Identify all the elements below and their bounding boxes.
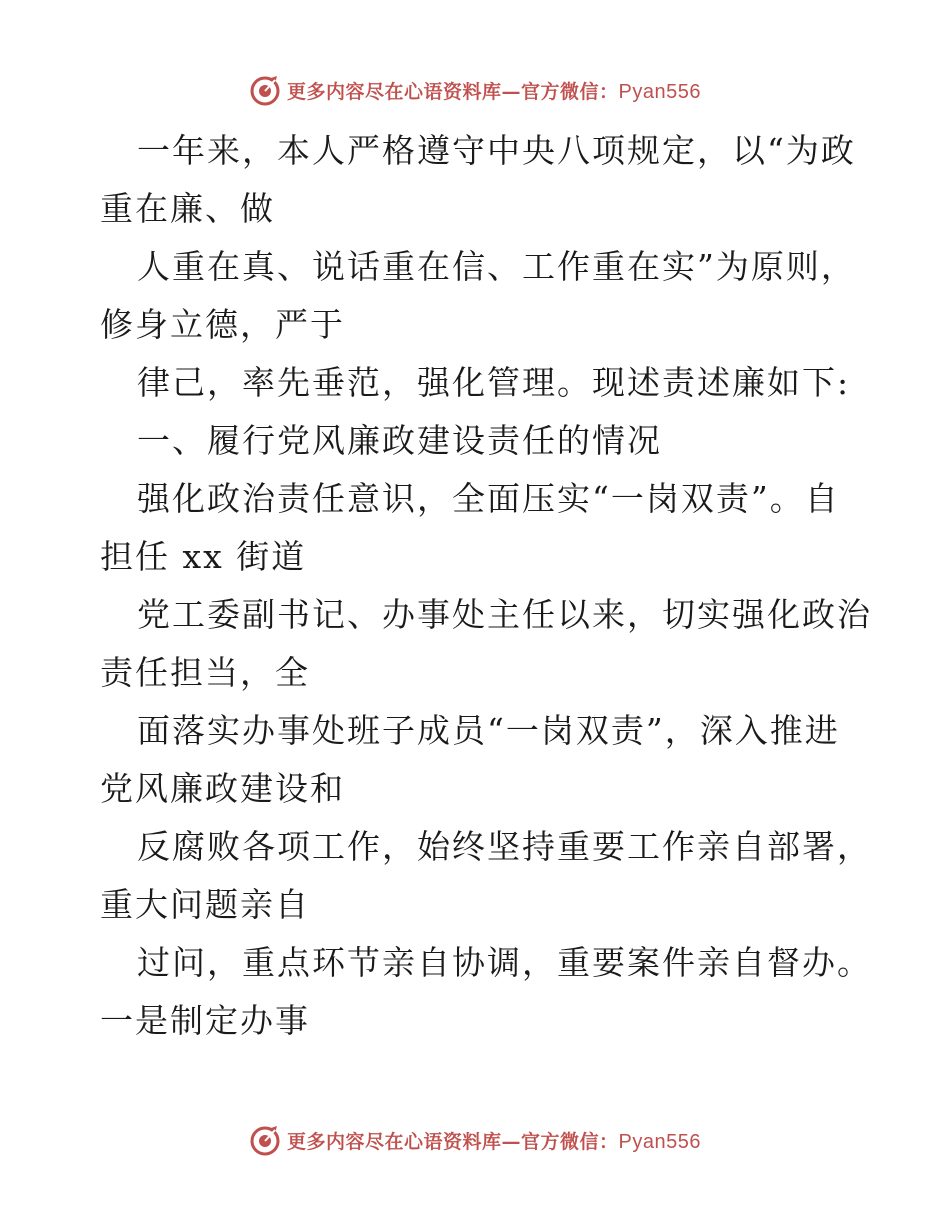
paragraph-line: 一年来，本人严格遵守中央八项规定，以“为政 bbox=[137, 131, 856, 170]
paragraph-line: 强化政治责任意识，全面压实“一岗双责”。自 bbox=[137, 479, 840, 518]
paragraph-line: 面落实办事处班子成员“一岗双责”，深入推进 bbox=[137, 711, 840, 750]
watermark-id: Pyan556 bbox=[618, 80, 701, 103]
logo-icon bbox=[249, 1124, 281, 1156]
footer-watermark bbox=[0, 1120, 950, 1160]
header-watermark bbox=[0, 70, 950, 110]
paragraph-line: 律己，率先垂范，强化管理。现述责述廉如下: bbox=[137, 363, 851, 402]
paragraph-line: 党工委副书记、办事处主任以来，切实强化政治 bbox=[137, 595, 872, 634]
logo-icon bbox=[249, 74, 281, 106]
watermark-text: 更多内容尽在心语资料库—官方微信：Pyan556 bbox=[287, 80, 701, 103]
paragraph-line: 过问，重点环节亲自协调，重要案件亲自督办。 bbox=[137, 943, 872, 982]
document-body bbox=[100, 122, 872, 1050]
paragraph-line: 担任 xx 街道 bbox=[100, 537, 307, 576]
paragraph-line: 一、履行党风廉政建设责任的情况 bbox=[137, 421, 662, 460]
paragraph-line: 修身立德，严于 bbox=[100, 305, 345, 344]
paragraph-line: 反腐败各项工作，始终坚持重要工作亲自部署， bbox=[137, 827, 872, 866]
paragraph-line: 重大问题亲自 bbox=[100, 885, 310, 924]
watermark-id: Pyan556 bbox=[618, 1130, 701, 1153]
paragraph-line: 党风廉政建设和 bbox=[100, 769, 345, 808]
paragraph-line: 责任担当，全 bbox=[100, 653, 310, 692]
paragraph-line: 重在廉、做 bbox=[100, 189, 275, 228]
paragraph-line: 人重在真、说话重在信、工作重在实”为原则， bbox=[137, 247, 856, 286]
paragraph-line: 一是制定办事 bbox=[100, 1001, 310, 1040]
watermark-text: 更多内容尽在心语资料库—官方微信：Pyan556 bbox=[287, 1130, 701, 1153]
